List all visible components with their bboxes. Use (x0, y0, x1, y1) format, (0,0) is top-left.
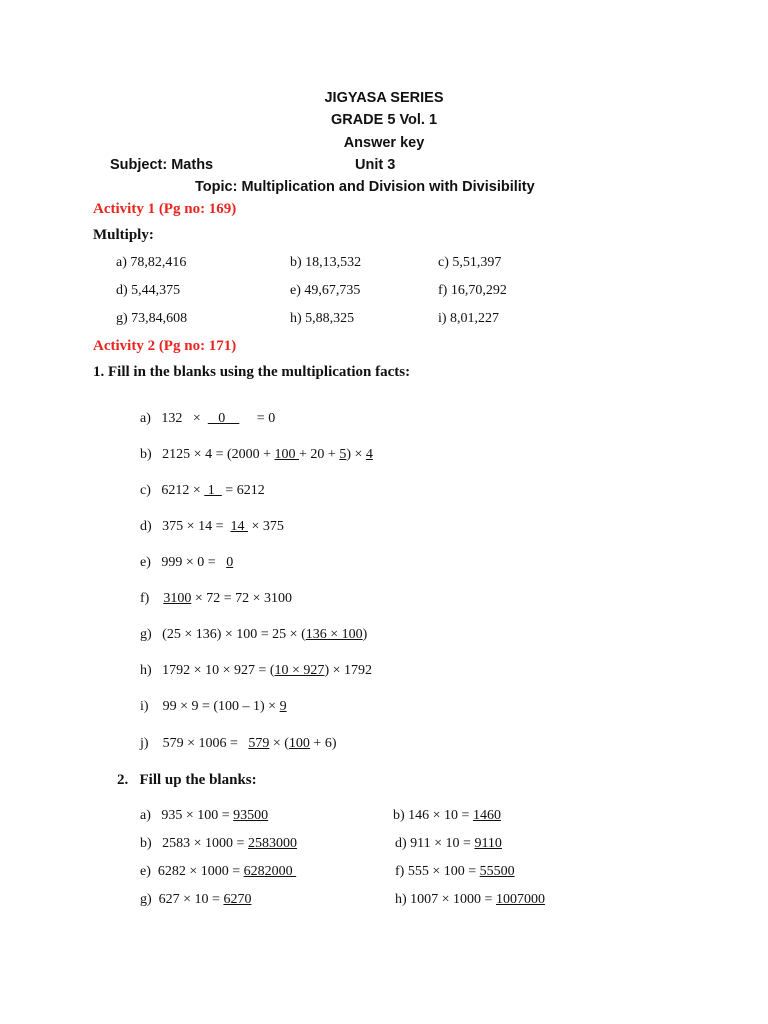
a1-answer-c: c) 5,51,397 (438, 255, 502, 270)
a1-answer-a: a) 78,82,416 (116, 255, 187, 270)
q2-heading: 2. Fill up the blanks: (117, 772, 257, 788)
q2-item-b2: b) 2583 × 1000 = 2583000 (140, 836, 297, 851)
q1-item-j: j) 579 × 1006 = 579 × (100 + 6) (140, 736, 337, 751)
a1-answer-e: e) 49,67,735 (290, 283, 361, 298)
q1-item-h: h) 1792 × 10 × 927 = (10 × 927) × 1792 (140, 663, 372, 678)
q2-item-b: b) 146 × 10 = 1460 (393, 808, 501, 823)
series-title: JIGYASA SERIES (324, 90, 444, 106)
q2-item-d: d) 911 × 10 = 9110 (395, 836, 502, 851)
a1-answer-i: i) 8,01,227 (438, 311, 500, 326)
grade-title: GRADE 5 Vol. 1 (330, 112, 438, 128)
q1-heading: 1. Fill in the blanks using the multiplication facts: (93, 364, 411, 380)
activity1-title: Activity 1 (Pg no: 169) (93, 201, 237, 217)
unit-label: Unit 3 (355, 157, 396, 173)
q2-item-f: f) 555 × 100 = 55500 (395, 864, 515, 879)
a1-answer-b: b) 18,13,532 (290, 255, 362, 270)
topic-label: Topic: Multiplication and Division with Divisibility (195, 179, 535, 195)
answer-key-title: Answer key (343, 135, 425, 151)
q1-item-b: b) 2125 × 4 = (2000 + 100 + 20 + 5) × 4 (140, 447, 373, 462)
a1-answer-g: g) 73,84,608 (116, 311, 188, 326)
q2-item-g: g) 627 × 10 = 6270 (140, 892, 252, 907)
a1-answer-h: h) 5,88,325 (290, 311, 355, 326)
q1-item-g: g) (25 × 136) × 100 = 25 × (136 × 100) (140, 627, 368, 642)
activity2-title: Activity 2 (Pg no: 171) (93, 338, 237, 354)
q1-item-e: e) 999 × 0 = 0 (140, 555, 234, 570)
subject-label: Subject: Maths (110, 157, 214, 173)
a1-answer-d: d) 5,44,375 (116, 283, 181, 298)
q1-item-i: i) 99 × 9 = (100 – 1) × 9 (140, 699, 287, 714)
q1-item-c: c) 6212 × 1 = 6212 (140, 483, 265, 498)
q2-item-e: e) 6282 × 1000 = 6282000 (140, 864, 297, 879)
q1-item-a: a) 132 × 0 = 0 (140, 411, 276, 426)
q2-item-a: a) 935 × 100 = 93500 (140, 808, 269, 823)
q1-item-d: d) 375 × 14 = 14 × 375 (140, 519, 284, 534)
q2-item-h: h) 1007 × 1000 = 1007000 (395, 892, 545, 907)
q1-item-f: f) 3100 × 72 = 72 × 3100 (140, 591, 293, 606)
multiply-heading: Multiply: (93, 227, 154, 243)
a1-answer-f: f) 16,70,292 (438, 283, 507, 298)
